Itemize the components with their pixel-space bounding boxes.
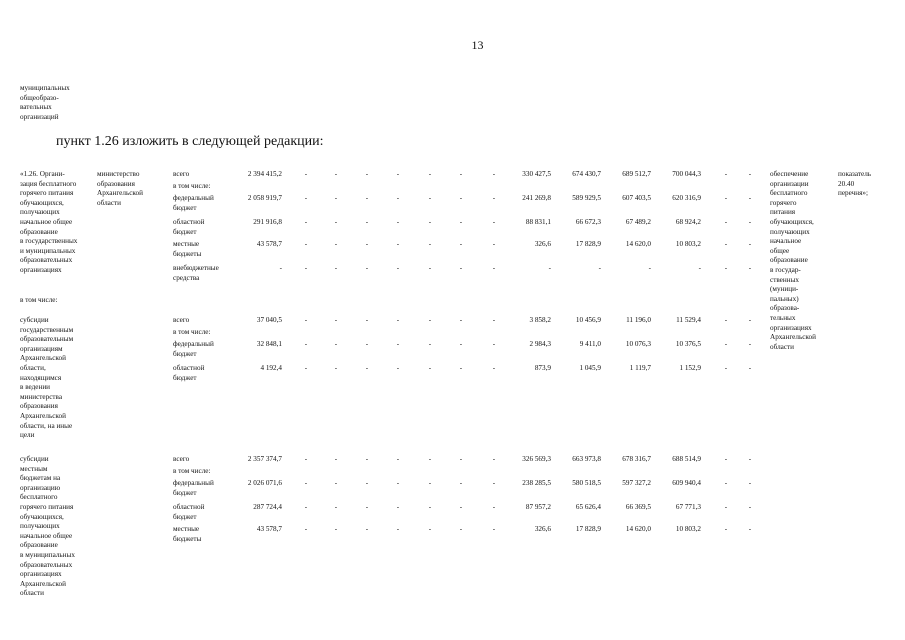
empty-year-cell: - — [428, 364, 432, 372]
funding-source-label: внебюджетные средства — [173, 264, 219, 282]
item-name: «1.26. Органи- зация бесплатного горячего питания обучающихся, получающих начальное общее образование в государственных и муниципальных образовательных организациях — [20, 170, 78, 274]
top-fragment-text: муниципальных общеобразо- вательных организаций — [20, 84, 70, 121]
year-2022-amount-cell: 326,6 — [534, 525, 551, 533]
empty-year-cell: - — [724, 340, 728, 348]
empty-year-cell: - — [459, 240, 463, 248]
page-number: 13 — [471, 38, 484, 52]
empty-year-cell: - — [334, 240, 338, 248]
year-2023-amount-cell: 17 828,9 — [575, 525, 601, 533]
year-2022-amount-cell: - — [548, 264, 551, 272]
empty-year-cell: - — [748, 194, 752, 202]
empty-year-cell: - — [748, 479, 752, 487]
year-2025-amount-cell: 1 152,9 — [679, 364, 701, 372]
empty-year-cell: - — [428, 218, 432, 226]
year-2022-amount-cell: 3 858,2 — [529, 316, 551, 324]
empty-year-cell: - — [304, 479, 308, 487]
year-2024-amount-cell: 11 196,0 — [626, 316, 651, 324]
year-2022-amount-cell: 88 831,1 — [525, 218, 551, 226]
empty-year-cell: - — [334, 194, 338, 202]
empty-year-cell: - — [428, 170, 432, 178]
year-2025-amount-cell: 10 803,2 — [675, 525, 701, 533]
year-2022-amount-cell: 330 427,5 — [522, 170, 551, 178]
empty-year-cell: - — [428, 455, 432, 463]
empty-year-cell: - — [304, 316, 308, 324]
empty-year-cell: - — [365, 340, 369, 348]
funding-source-label: областной бюджет — [173, 503, 205, 521]
total-amount-cell: 43 578,7 — [256, 240, 282, 248]
empty-year-cell: - — [428, 316, 432, 324]
year-2024-amount-cell: 10 076,3 — [625, 340, 651, 348]
funding-source-label: федеральный бюджет — [173, 194, 214, 212]
total-amount-cell: 291 916,8 — [253, 218, 282, 226]
empty-year-cell: - — [748, 170, 752, 178]
empty-year-cell: - — [492, 525, 496, 533]
year-2023-amount-cell: 66 672,3 — [575, 218, 601, 226]
empty-year-cell: - — [492, 218, 496, 226]
empty-year-cell: - — [304, 525, 308, 533]
year-2025-amount-cell: 10 803,2 — [675, 240, 701, 248]
empty-year-cell: - — [724, 316, 728, 324]
subsidy-state-orgs-name: субсидии государственным образовательным организациям Архангельской области, находящимся в ведении министерства образования Архангельской области, на иные цели — [20, 316, 74, 440]
empty-year-cell: - — [724, 364, 728, 372]
year-2025-amount-cell: 700 044,3 — [672, 170, 701, 178]
year-2023-amount-cell: 674 430,7 — [572, 170, 601, 178]
funding-source-label: всего — [173, 170, 190, 178]
empty-year-cell: - — [724, 264, 728, 272]
empty-year-cell: - — [748, 316, 752, 324]
empty-year-cell: - — [365, 525, 369, 533]
empty-year-cell: - — [334, 264, 338, 272]
empty-year-cell: - — [459, 479, 463, 487]
empty-year-cell: - — [459, 218, 463, 226]
empty-year-cell: - — [365, 218, 369, 226]
empty-year-cell: - — [459, 170, 463, 178]
year-2025-amount-cell: - — [698, 264, 701, 272]
empty-year-cell: - — [492, 455, 496, 463]
year-2024-amount-cell: 678 316,7 — [622, 455, 651, 463]
funding-source-label: в том числе: — [173, 182, 211, 190]
empty-year-cell: - — [304, 340, 308, 348]
funding-source-label: местные бюджеты — [173, 240, 202, 258]
total-amount-cell: 43 578,7 — [256, 525, 282, 533]
empty-year-cell: - — [396, 316, 400, 324]
empty-year-cell: - — [492, 194, 496, 202]
year-2024-amount-cell: 607 403,5 — [622, 194, 651, 202]
empty-year-cell: - — [459, 455, 463, 463]
year-2023-amount-cell: 9 411,0 — [579, 340, 601, 348]
year-2025-amount-cell: 609 940,4 — [672, 479, 701, 487]
year-2025-amount-cell: 11 529,4 — [676, 316, 701, 324]
empty-year-cell: - — [428, 194, 432, 202]
year-2023-amount-cell: 17 828,9 — [575, 240, 601, 248]
empty-year-cell: - — [492, 170, 496, 178]
funding-source-label: всего — [173, 455, 190, 463]
empty-year-cell: - — [365, 455, 369, 463]
subsidy-local-budgets-name: субсидии местным бюджетам на организацию бесплатного горячего питания обучающихся, получающих начальное общее образование в муниципальных образовательных организациях Архангельской области — [20, 455, 75, 598]
empty-year-cell: - — [459, 340, 463, 348]
empty-year-cell: - — [365, 170, 369, 178]
empty-year-cell: - — [334, 364, 338, 372]
year-2025-amount-cell: 620 316,9 — [672, 194, 701, 202]
funding-source-label: областной бюджет — [173, 218, 205, 236]
empty-year-cell: - — [459, 364, 463, 372]
empty-year-cell: - — [396, 194, 400, 202]
empty-year-cell: - — [365, 240, 369, 248]
year-2023-amount-cell: 589 929,5 — [572, 194, 601, 202]
year-2024-amount-cell: 14 620,0 — [625, 525, 651, 533]
expected-result: обеспечение организации бесплатного горячего питания обучающихся, получающих начальное общее образование в государ- ственных (муници- пальных) образова- тельных организациях Архангельской области — [770, 170, 816, 351]
empty-year-cell: - — [748, 364, 752, 372]
empty-year-cell: - — [334, 479, 338, 487]
year-2023-amount-cell: 65 626,4 — [575, 503, 601, 511]
empty-year-cell: - — [396, 240, 400, 248]
year-2024-amount-cell: 1 119,7 — [629, 364, 651, 372]
total-amount-cell: 287 724,4 — [253, 503, 282, 511]
empty-year-cell: - — [304, 455, 308, 463]
empty-year-cell: - — [492, 240, 496, 248]
target-indicator: показатель 20.40 перечня»; — [838, 170, 872, 198]
empty-year-cell: - — [724, 240, 728, 248]
empty-year-cell: - — [492, 364, 496, 372]
total-amount-cell: - — [279, 264, 282, 272]
empty-year-cell: - — [428, 503, 432, 511]
empty-year-cell: - — [334, 170, 338, 178]
year-2024-amount-cell: - — [648, 264, 651, 272]
empty-year-cell: - — [304, 170, 308, 178]
year-2022-amount-cell: 87 957,2 — [525, 503, 551, 511]
total-amount-cell: 4 192,4 — [260, 364, 282, 372]
empty-year-cell: - — [396, 340, 400, 348]
year-2024-amount-cell: 66 369,5 — [625, 503, 651, 511]
funding-source-label: всего — [173, 316, 190, 324]
empty-year-cell: - — [365, 264, 369, 272]
empty-year-cell: - — [748, 525, 752, 533]
empty-year-cell: - — [492, 503, 496, 511]
empty-year-cell: - — [365, 194, 369, 202]
empty-year-cell: - — [396, 364, 400, 372]
empty-year-cell: - — [365, 316, 369, 324]
empty-year-cell: - — [724, 503, 728, 511]
empty-year-cell: - — [428, 340, 432, 348]
funding-source-label: федеральный бюджет — [173, 479, 214, 497]
empty-year-cell: - — [459, 525, 463, 533]
year-2024-amount-cell: 14 620,0 — [625, 240, 651, 248]
empty-year-cell: - — [428, 264, 432, 272]
year-2025-amount-cell: 688 514,9 — [672, 455, 701, 463]
total-amount-cell: 2 394 415,2 — [247, 170, 282, 178]
empty-year-cell: - — [459, 264, 463, 272]
funding-source-label: областной бюджет — [173, 364, 205, 382]
empty-year-cell: - — [459, 316, 463, 324]
year-2022-amount-cell: 326 569,3 — [522, 455, 551, 463]
empty-year-cell: - — [334, 316, 338, 324]
year-2023-amount-cell: - — [598, 264, 601, 272]
empty-year-cell: - — [724, 194, 728, 202]
empty-year-cell: - — [304, 264, 308, 272]
empty-year-cell: - — [396, 479, 400, 487]
funding-source-label: в том числе: — [173, 328, 211, 336]
empty-year-cell: - — [396, 525, 400, 533]
year-2024-amount-cell: 67 489,2 — [625, 218, 651, 226]
year-2022-amount-cell: 238 285,5 — [522, 479, 551, 487]
empty-year-cell: - — [304, 240, 308, 248]
empty-year-cell: - — [748, 240, 752, 248]
empty-year-cell: - — [428, 525, 432, 533]
year-2024-amount-cell: 597 327,2 — [622, 479, 651, 487]
empty-year-cell: - — [724, 218, 728, 226]
empty-year-cell: - — [748, 264, 752, 272]
empty-year-cell: - — [334, 340, 338, 348]
year-2023-amount-cell: 663 973,8 — [572, 455, 601, 463]
empty-year-cell: - — [724, 525, 728, 533]
empty-year-cell: - — [334, 525, 338, 533]
empty-year-cell: - — [334, 455, 338, 463]
empty-year-cell: - — [304, 503, 308, 511]
funding-source-label: в том числе: — [173, 467, 211, 475]
empty-year-cell: - — [724, 455, 728, 463]
year-2024-amount-cell: 689 512,7 — [622, 170, 651, 178]
total-amount-cell: 2 026 071,6 — [247, 479, 282, 487]
empty-year-cell: - — [428, 240, 432, 248]
funding-source-label: федеральный бюджет — [173, 340, 214, 358]
total-amount-cell: 32 848,1 — [256, 340, 282, 348]
empty-year-cell: - — [396, 218, 400, 226]
empty-year-cell: - — [304, 364, 308, 372]
empty-year-cell: - — [492, 264, 496, 272]
year-2023-amount-cell: 580 518,5 — [572, 479, 601, 487]
empty-year-cell: - — [396, 455, 400, 463]
total-amount-cell: 2 058 919,7 — [247, 194, 282, 202]
empty-year-cell: - — [365, 503, 369, 511]
empty-year-cell: - — [748, 455, 752, 463]
empty-year-cell: - — [492, 316, 496, 324]
year-2022-amount-cell: 326,6 — [534, 240, 551, 248]
empty-year-cell: - — [459, 194, 463, 202]
year-2022-amount-cell: 2 984,3 — [529, 340, 551, 348]
including-label: в том числе: — [20, 296, 58, 304]
empty-year-cell: - — [492, 340, 496, 348]
year-2022-amount-cell: 241 269,8 — [522, 194, 551, 202]
empty-year-cell: - — [724, 479, 728, 487]
empty-year-cell: - — [748, 503, 752, 511]
year-2025-amount-cell: 10 376,5 — [675, 340, 701, 348]
empty-year-cell: - — [304, 218, 308, 226]
empty-year-cell: - — [365, 479, 369, 487]
empty-year-cell: - — [396, 170, 400, 178]
empty-year-cell: - — [724, 170, 728, 178]
empty-year-cell: - — [334, 503, 338, 511]
funding-source-label: местные бюджеты — [173, 525, 202, 543]
empty-year-cell: - — [459, 503, 463, 511]
empty-year-cell: - — [428, 479, 432, 487]
empty-year-cell: - — [396, 503, 400, 511]
amendment-heading: пункт 1.26 изложить в следующей редакции: — [56, 134, 324, 149]
responsible-executor: министерство образования Архангельской области — [97, 170, 143, 207]
year-2023-amount-cell: 10 456,9 — [575, 316, 601, 324]
year-2023-amount-cell: 1 045,9 — [579, 364, 601, 372]
year-2022-amount-cell: 873,9 — [534, 364, 551, 372]
year-2025-amount-cell: 68 924,2 — [675, 218, 701, 226]
year-2025-amount-cell: 67 771,3 — [675, 503, 701, 511]
empty-year-cell: - — [365, 364, 369, 372]
empty-year-cell: - — [748, 218, 752, 226]
empty-year-cell: - — [396, 264, 400, 272]
empty-year-cell: - — [334, 218, 338, 226]
total-amount-cell: 2 357 374,7 — [247, 455, 282, 463]
empty-year-cell: - — [492, 479, 496, 487]
empty-year-cell: - — [304, 194, 308, 202]
total-amount-cell: 37 040,5 — [256, 316, 282, 324]
empty-year-cell: - — [748, 340, 752, 348]
